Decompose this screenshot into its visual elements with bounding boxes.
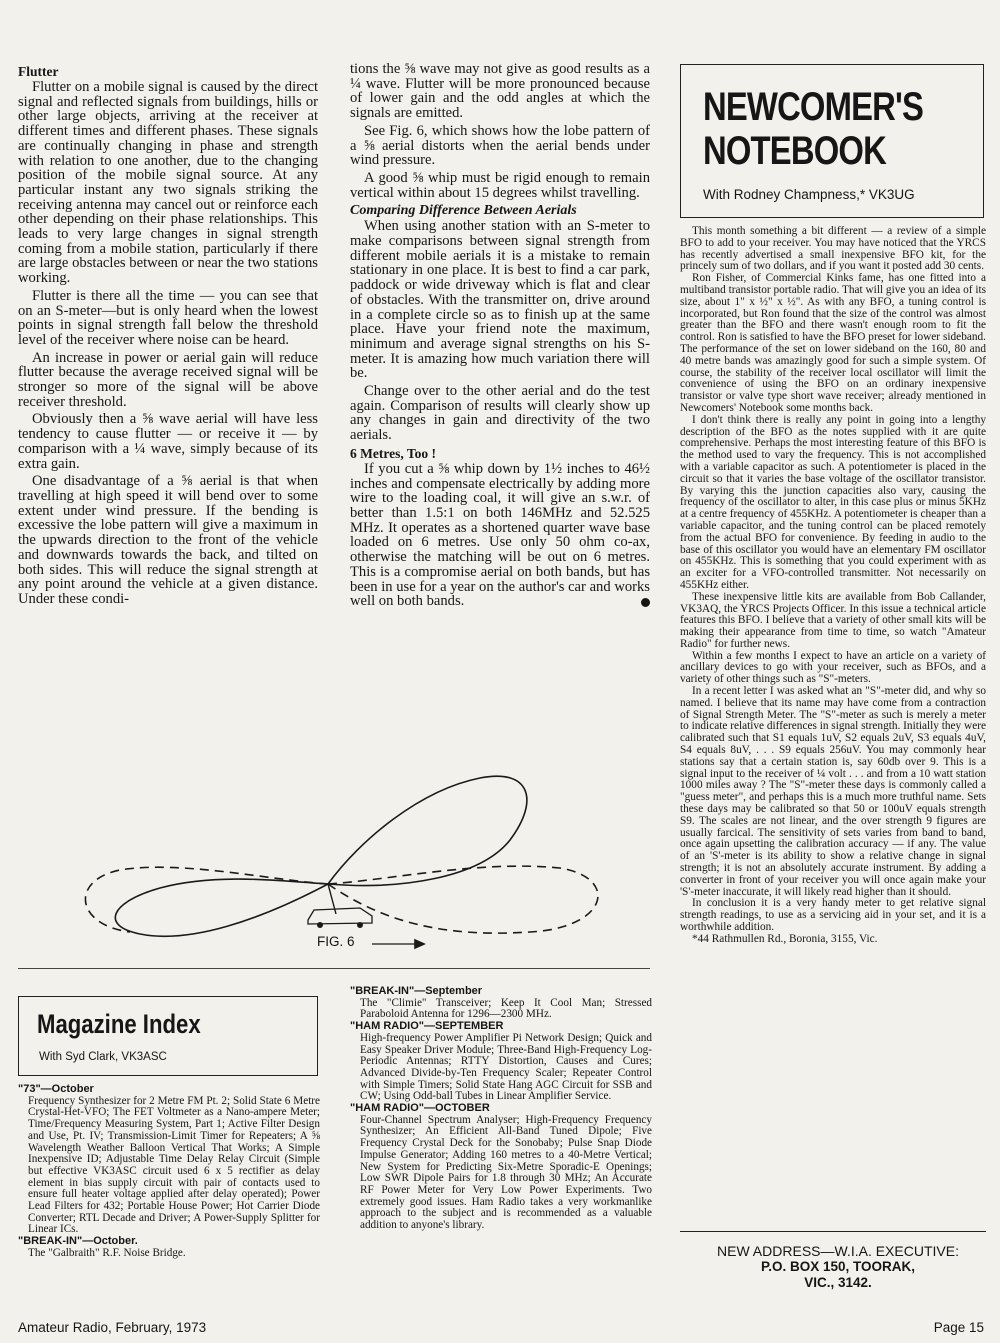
magazine-index-byline: With Syd Clark, VK3ASC xyxy=(39,1051,167,1063)
end-bullet-icon xyxy=(641,598,650,607)
car-body xyxy=(308,908,372,924)
section-heading-6-metres: 6 Metres, Too ! xyxy=(350,445,436,461)
index-entry-body: High-frequency Power Amplifier Pi Network Design; Quick and Easy Speaker Driver Module; Three-Band High-Frequency Log-Periodic Antennas; RTTY Distortion, Causes and Cures; Advanced Divide-by-Ten Frequency Scaler; Repeater Control with Simple Timers; Solid State Hang AGC Circuit for SSB and CW; Using Odd-ball Tubes in Linear Amplifier Service. xyxy=(360,1031,652,1103)
column-title-line-1: NEWCOMER'S xyxy=(703,85,924,129)
lower-lobe xyxy=(115,879,328,936)
index-entry-heading: "BREAK-IN"—September xyxy=(350,986,483,997)
index-entry-heading: "73"—October xyxy=(18,1084,94,1095)
motion-arrow-head xyxy=(415,940,424,948)
car-wheel xyxy=(357,922,363,928)
magazine-index-right-column xyxy=(350,986,652,1232)
notebook-paragraph: In conclusion it is a very handy meter to get relative signal strength readings, to use as a servicing aid in your set, and it is a worthwhile addition. xyxy=(680,897,986,934)
article-paragraph: An increase in power or aerial gain will reduce flutter because the average received signal will be stronger so more of the signal will be above receiver threshold. xyxy=(18,349,318,410)
magazine-index-title: Magazine Index xyxy=(37,1009,201,1039)
article-paragraph: A good ⅝ whip must be rigid enough to remain vertical within about 15 degrees whilst travelling. xyxy=(350,169,650,201)
magazine-index-title-box xyxy=(18,996,318,1076)
notebook-paragraph: This month something a bit different — a review of a simple BFO to add to your receiver. You may have noticed that the YRCS has recently advertised a small inexpensive BFO kit, for the princely sum of two dollars, and if you want it posted add 30 cents. xyxy=(680,226,986,273)
footer-publication: Amateur Radio, February, 1973 xyxy=(18,1320,207,1335)
new-address-line-1: NEW ADDRESS—W.I.A. EXECUTIVE: xyxy=(717,1243,959,1259)
article-paragraph: One disadvantage of a ⅝ aerial is that when travelling at high speed it will bend over to some extent under wind pressure. If the bending is excessive the lobe pattern will give a maximum in the upwards direction to the front of the vehicle and downwards towards the back, and tilted on both sides. This will reduce the signal strength at any point around the vehicle at a given distance. Under these condi- xyxy=(18,473,318,607)
author-address-footnote: *44 Rathmullen Rd., Boronia, 3155, Vic. xyxy=(692,932,878,945)
article-paragraph: See Fig. 6, which shows how the lobe pattern of a ⅝ aerial distorts when the aerial bends under wind pressure. xyxy=(350,122,650,169)
notebook-paragraph: Within a few months I expect to have an article on a variety of ancillary devices to go with your receiver, such as BFOs, and a variety of other things such as "S"-meters. xyxy=(680,649,986,686)
new-address-line-3: VIC., 3142. xyxy=(804,1275,872,1290)
dashed-lobe-left xyxy=(85,867,328,932)
notebook-paragraph: I don't think there is really any point in going into a lengthy description of the BFO as the notes supplied with it are quite comprehensive. Perhaps the most interesting feature of this BFO is the method used to vary the frequency. This is not accomplished with a variable capacitor as such. A potentiometer is placed in the circuit so that it varies the base voltage of the oscillator transistor. By varying this the junction capacities also vary, causing the frequency of the oscillator to alter, in this case plus or minus 5KHz at a centre frequency of 455KHz. A potentiometer is cheaper than a variable capacitor, and the tuning control can be placed remotely from the actual BFO for convenience. By feeding in audio to the base of this oscillator you would have an elementary FM oscillator on 455KHz. This is something that you could experiment with as an exciter for a VFO-controlled transmitter. Not necessarily on 455KHz either. xyxy=(680,413,986,591)
article-paragraph: Flutter on a mobile signal is caused by the direct signal and reflected signals from buildings, hills or other large objects, arriving at the receiver at different times and different phases. These signals are continually changing in phase and strength with relation to one another, due to the changing position of the mobile signal source. At any particular instant any two signals striking the receiving antenna may cancel out or reinforce each other depending on their phase relationships. This leads to very large changes in signal strength coming from a mobile station, particularly if there are large obstacles between or near the two stations working. xyxy=(18,79,318,287)
article-paragraph: tions the ⅝ wave may not give as good results as a ¼ wave. Flutter will be more pronounced because of lower gain and the odd angles at which the signals are emitted. xyxy=(350,62,650,122)
column-byline: With Rodney Champness,* VK3UG xyxy=(703,187,915,202)
section-heading-comparing: Comparing Difference Between Aerials xyxy=(350,203,577,219)
new-address-notice xyxy=(690,1243,986,1291)
column-title-line-2: NOTEBOOK xyxy=(703,129,886,173)
index-entry-body: Four-Channel Spectrum Analyser; High-Frequency Frequency Synthesizer; An Efficient All-Band Tuned Dipole; Five Frequency Crystal Deck for the Sonobaby; Pulse Snap Diode Impulse Generator; Adding 160 metres to a 40-Metre Vertical; New System for Predicting Six-Metre Sporadic-E Openings; Low SWR Dipole Pairs for 1.8 through 30 MHz; An Accurate RF Power Meter for Very Low Power Experiments. Two extremely good issues. Ham Radio takes a very workmanlike approach to the subject and is recommended as a valuable addition to anyone's library. xyxy=(360,1113,652,1232)
newcomers-notebook-title-box xyxy=(680,64,984,218)
footer-page-number: Page 15 xyxy=(933,1320,984,1335)
article-column-1 xyxy=(18,62,318,610)
article-column-2 xyxy=(350,62,650,612)
article-paragraph: Change over to the other aerial and do the test again. Comparison of results will clearly show up any changes in gain and directivity of the two aerials. xyxy=(350,383,650,444)
notebook-paragraph: In a recent letter I was asked what an "S"-meter did, and why so named. I believe that its name may have come from a contraction of Signal Strength Meter. The "S"-meter as such is merely a meter to indicate relative differences in signal strength. Initially they were calibrated such that S1 equals 1uV, S2 equals 2uV, S3 equals 4uV, S4 equals 8uV, . . . S9 equals 256uV. You may commonly hear stations say that a certain station is, say 60db over 9. This is a signal input to the receiver of ¼ volt . . . and from a 10 watt station 1000 miles away ? The "S"-meter these days is commonly called a "guess meter", and perhaps this is a much more truthful name. Sets these days may be calibrated so that 50 or 100uV equals strength S9. The scales are not linear, and the over strength 9 figures are usually farcical. The sensitivity of sets varies from band to band, once again upsetting the calibration accuracy — if any. The value of an 'S'-meter is its ability to show a relative change in signal strength; it is not an absolutely accurate instrument. By adding a converter in front of your receiver you will once again make your 'S'-meter inaccurate, it will likely read higher than it should. xyxy=(680,685,986,898)
article-paragraph: Obviously then a ⅝ wave aerial will have less tendency to cause flutter — or receive it — by comparison with a ¼ wave, simply because of its extra gain. xyxy=(18,411,318,472)
index-entry-body: The "Galbraith" R.F. Noise Bridge. xyxy=(28,1246,186,1259)
index-entry-heading: "BREAK-IN"—October. xyxy=(18,1235,138,1248)
notebook-paragraph: These inexpensive little kits are available from Bob Callander, VK3AQ, the YRCS Projects Officer. In this issue a technical article features this BFO. I believe that a variety of other small kits will be making their appearance from time to time, so watch "Amateur Radio" for further news. xyxy=(680,590,986,650)
newcomers-column-text xyxy=(680,226,986,946)
magazine-index-left-column xyxy=(18,1084,320,1260)
article-paragraph: When using another station with an S-meter to make comparisons between signal strength from different mobile aerials it is a mistake to remain stationary in one place. It is best to find a car park, paddock or wide driveway which is flat and clear of obstacles. With the transmitter on, drive around in a complete circle so as to finish up at the same place. Have your friend note the maximum, minimum and average signal strengths on his S-meter. It is amazing how much variation there will be. xyxy=(350,218,650,382)
figure-6-lobe-diagram xyxy=(60,760,620,960)
car-wheel xyxy=(317,922,323,928)
article-paragraph: Flutter is there all the time — you can see that on an S-meter—but is only heard when the lowest points in signal strength fall below the threshold level of the receiver where noise can be heard. xyxy=(18,287,318,348)
index-entry-body: Frequency Synthesizer for 2 Metre FM Pt. 2; Solid State 6 Metre Crystal-Het-VFO; The FET Voltmeter as a Nano-ampere Meter; Time/Frequency Measuring System, Part 1; Active Filter Design and Use, Pt. IV; Transmission-Limit Timer for Repeaters; A ⅝ Wavelength Weather Balloon Vertical That Works; A Simple Inexpensive ID; Adjustable Time Delay Relay Circuit (Simple but effective VK3ASC circuit used 6 x 5 rectifier as delay element in bias supply circuit with pair of contacts used to ensure full heater voltage applied after delay operated); Power Lead Filters for 432; Portable House Power; Hot Carrier Diode Converter; RTL Decade and Driver; A Power-Supply Splitter for Linear ICs. xyxy=(28,1094,320,1236)
index-entry-heading: "HAM RADIO"—OCTOBER xyxy=(350,1102,490,1115)
index-entry-body: The "Climie" Transceiver; Keep It Cool Man; Stressed Paraboloid Antenna for 1296—2300 MHz. xyxy=(360,996,652,1021)
notebook-paragraph: Ron Fisher, of Commercial Kinks fame, has one fitted into a multiband transistor portable radio. That will give you an idea of its size, about 1" x ½" x ½". As with any BFO, a tuning control is incorporated, but Ron found that the size of the control was almost greater than the BFO and there wasn't enough room to fit the control. Ron is satisfied to have the BFO preset for lower sideband. The performance of the set on lower sideband on the 160, 80 and 40 metre bands was amazingly good for such a simple system. Of course, the stability of the receiver local oscillator will limit the convenience of using the BFO on an ordinary inexpensive transistor or valve type short wave receiver; already mentioned in Newcomers' Notebook some months back. xyxy=(680,272,986,414)
new-address-line-2: P.O. BOX 150, TOORAK, xyxy=(760,1259,916,1274)
divider xyxy=(680,1231,986,1232)
section-heading-flutter: Flutter xyxy=(18,64,59,79)
article-paragraph xyxy=(350,462,650,609)
divider xyxy=(18,968,650,969)
upper-lobe xyxy=(328,776,527,885)
article-text: If you cut a ⅝ whip down by 1½ inches to 46½ inches and compensate electrically by adding more wire to the loading coal, it will give an s.w.r. of better than 1.5:1 on both 146MHz and 52.525 MHz. It operates as a shortened quarter wave base loaded on 6 metres. Use only 50 ohm co-ax, otherwise the matching will be out on 6 metres. This is a compromise aerial on both bands, but has been in use for a year on the author's car and works well on both bands. xyxy=(350,460,650,610)
index-entry-heading: "HAM RADIO"—SEPTEMBER xyxy=(350,1020,504,1033)
figure-label: FIG. 6 xyxy=(317,934,355,949)
